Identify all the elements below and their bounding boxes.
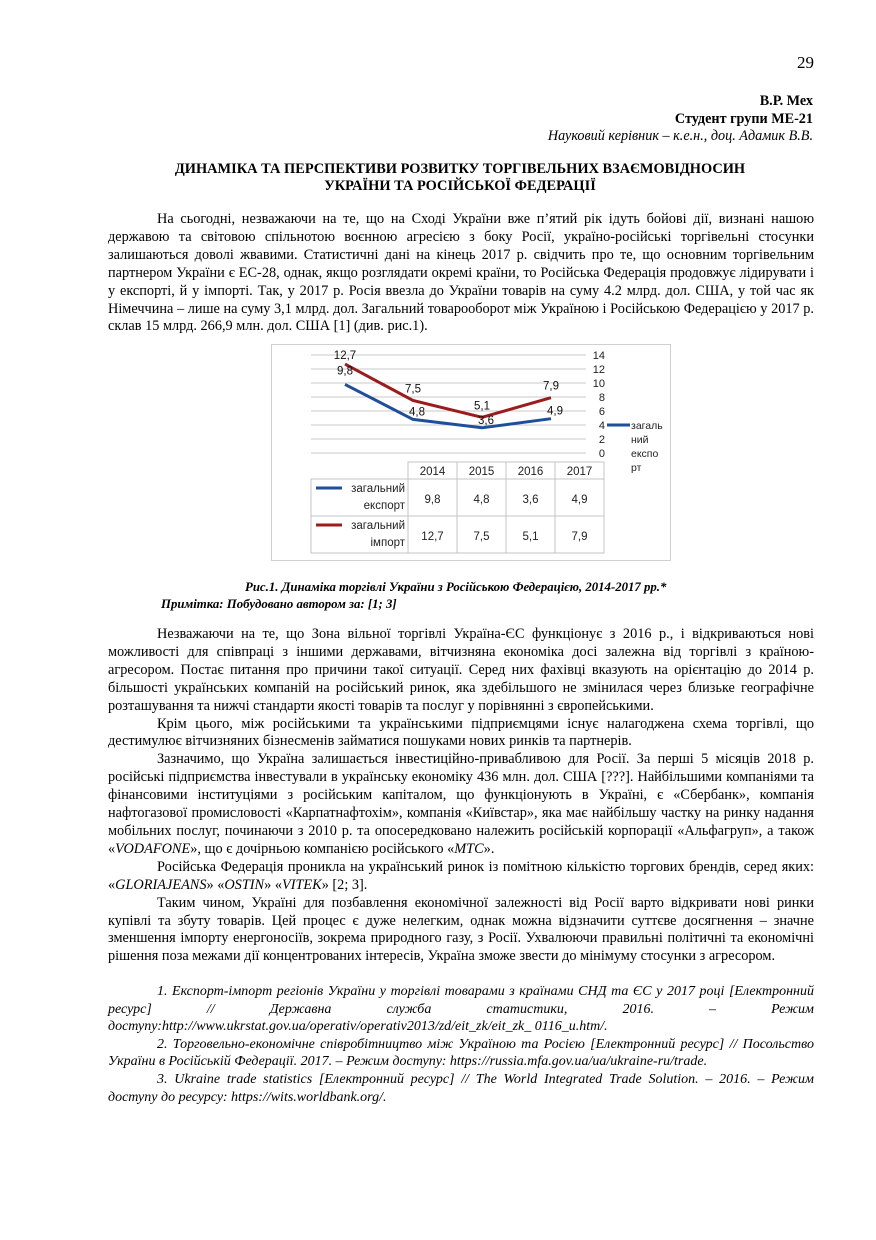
text-span: ». bbox=[483, 840, 495, 857]
y-tick-label: 12 bbox=[592, 364, 605, 376]
figure-note: Примітка: Побудовано автором за: [1; 3] bbox=[161, 597, 397, 611]
text-span: » « bbox=[206, 876, 225, 893]
paragraph-3 bbox=[108, 751, 814, 858]
brand-mts: МТС bbox=[454, 840, 484, 857]
table-cell: 3,6 bbox=[522, 494, 539, 506]
page-number: 29 bbox=[797, 53, 814, 72]
reference-text: 2. Торговельно-економічне співробітництво між Україною та Росією [Електронний ресурс] // Посольство України в Російській Федерації. 2017. – Режим доступу: https://russia.mfa.gov.ua/ua/ukraine-ru/trade. bbox=[108, 1036, 814, 1070]
intro-paragraph: На сьогодні, незважаючи на те, що на Сході України вже п’ятий рік ідуть бойові дії, визнані нашою державою та світовою спільнотою воєнною агресією з боку Росії, україно-російські торгівельні стосунки залишаються доволі жвавими. Статистичні дані на кінець 2017 р. свідчить про те, що основним торгівельним партнером України є ЕС-28, однак, якщо розглядати окремі країни, то Російська Федерація продовжує лідирувати і у експорті, й у імпорті. Так, у 2017 р. Росія ввезла до України товарів на суму 4.2 млрд. дол. США, у той час як Німеччина – лише на суму 3,1 млрд. дол. Загальний товарооборот між Україною і Російською Федерацією у 2017 р. склав 15 млрд. 266,9 млн. дол. США [1] (див. рис.1). bbox=[108, 211, 814, 335]
reference-text: 1. Експорт-імпорт регіонів України у торгівлі товарами з країнами СНД та ЄС у 2017 році [Електронний ресурс] // Державна служба статистики, 2016. – Режим доступу: bbox=[108, 984, 814, 1035]
text-span: Зазначимо, що Україна залишається інвестиційно-привабливою для Росії. За перші 5 місяців 2018 р. російські підприємства інвестували в українську економіку 436 млн. дол. США [???]. Найбільшими компаніями та фінансовими інституціями з російським капіталом, що функціонують в Україні, є «Сбербанк», компанія нафтогазової промисловості «Карпатнафтохім», компанія «Київстар», яка має найбільшу частку на ринку надання мобільних послуг, починаючи з 2010 р. та опосередковано належить російській корпорації «Альфагруп», а також « bbox=[108, 751, 814, 857]
export-data-label: 4,8 bbox=[409, 406, 425, 419]
legend-label: експо bbox=[631, 448, 659, 460]
text-span: » « bbox=[264, 876, 282, 893]
table-header-cell: 2015 bbox=[468, 466, 495, 478]
text-span: Російська Федерація проникла на український ринок із помітною кількістю торгових брендів, серед яких: « bbox=[108, 858, 814, 893]
import-line bbox=[345, 364, 551, 417]
text-span: », що є дочірньою компанією російського « bbox=[190, 840, 455, 857]
references-list bbox=[108, 983, 814, 1106]
export-data-label: 4,9 bbox=[547, 405, 563, 418]
y-tick-label: 10 bbox=[592, 378, 605, 390]
author-name: В.Р. Мех bbox=[759, 93, 813, 109]
intro-section bbox=[108, 211, 814, 336]
paragraph-5: Таким чином, Україні для позбавлення економічної залежності від Росії варто відкривати нові ринки купівлі та збуту товарів. Цей процес є дуже нелегким, однак можна відзначити суттєве досягнення – значне зменшення імпорту енергоносіїв, зокрема природного газу, з Росії. Ухвалюючи правильні політичні та економічні рішення поза межами дії концентрованих інтересів, Україна зможе звести до мінімуму стосунки з агресором. bbox=[108, 894, 814, 965]
paragraph-4 bbox=[108, 859, 814, 895]
table-header-cell: 2014 bbox=[419, 466, 446, 478]
y-tick-label: 8 bbox=[598, 392, 605, 404]
import-data-label: 7,5 bbox=[405, 383, 421, 396]
table-row-label: імпорт bbox=[370, 537, 405, 549]
y-tick-label: 0 bbox=[598, 448, 605, 460]
table-cell: 7,5 bbox=[473, 531, 490, 543]
table-cell: 12,7 bbox=[421, 531, 444, 543]
table-row-label: загальний bbox=[351, 520, 405, 532]
reference-3 bbox=[108, 1071, 814, 1106]
import-data-label: 5,1 bbox=[474, 400, 490, 413]
table-cell: 4,8 bbox=[473, 494, 490, 506]
figure-caption: Рис.1. Динаміка торгівлі України з Російською Федерацією, 2014-2017 рр.* bbox=[245, 580, 667, 594]
y-tick-label: 4 bbox=[598, 420, 605, 432]
legend-label: загаль bbox=[631, 420, 663, 432]
y-tick-label: 2 bbox=[598, 434, 605, 446]
author-block bbox=[548, 93, 813, 146]
table-cell: 5,1 bbox=[522, 531, 539, 543]
table-row-label: загальний bbox=[351, 483, 405, 495]
y-tick-label: 14 bbox=[592, 350, 605, 362]
table-cell: 7,9 bbox=[571, 531, 588, 543]
title-line-2: УКРАЇНИ ТА РОСІЙСЬКОЇ ФЕДЕРАЦІЇ bbox=[324, 178, 596, 194]
supervisor: Науковий керівник – к.е.н., доц. Адамик В.В. bbox=[547, 128, 813, 144]
reference-1 bbox=[108, 983, 814, 1036]
table-header-cell: 2016 bbox=[517, 466, 544, 478]
paragraph-1: Незважаючи на те, що Зона вільної торгівлі Україна-ЄС функціонує з 2016 р., і відкриваються нові можливості для співпраці з іншими державами, вітчизняна економіка досі залежна від торгівлі з країною-агресором. Постає питання про причини такої ситуації. Серед них фахівці вказують на орієнтацію до 2014 р. більшості українських компаній на російський ринок, яка здебільшого не змінилася через близьке географічне розташування та нижчі стандарти якості товарів та послуг у порівнянні з європейськими. bbox=[108, 626, 814, 714]
brand-vitek: VITEK bbox=[281, 876, 322, 893]
table-header-cell: 2017 bbox=[566, 466, 593, 478]
line-chart bbox=[272, 345, 672, 562]
main-section bbox=[108, 626, 814, 966]
table-cell: 9,8 bbox=[424, 494, 441, 506]
brand-vodafone: VODAFONE bbox=[115, 840, 191, 857]
reference-2 bbox=[108, 1036, 814, 1071]
figure-chart bbox=[271, 344, 671, 561]
export-data-label: 3,6 bbox=[478, 414, 494, 427]
y-tick-label: 6 bbox=[598, 406, 605, 418]
paragraph-2: Крім цього, між російськими та українськими підприємцями існує налагоджена схема торгівлі, що дестимулює вітчизняних бізнесменів займатися пошуками нових ринків та партнерів. bbox=[108, 715, 814, 750]
legend-label: ний bbox=[631, 434, 649, 446]
import-data-label: 7,9 bbox=[543, 380, 559, 393]
author-group: Студент групи МЕ-21 bbox=[674, 110, 813, 127]
table-cell: 4,9 bbox=[571, 494, 588, 506]
text-span: » [2; 3]. bbox=[321, 876, 368, 893]
table-row-label: експорт bbox=[363, 500, 405, 512]
brand-ostin: OSTIN bbox=[224, 876, 265, 893]
legend-label: рт bbox=[631, 462, 642, 474]
import-data-label: 12,7 bbox=[333, 350, 357, 363]
title-line-1: ДИНАМІКА ТА ПЕРСПЕКТИВИ РОЗВИТКУ ТОРГІВЕЛЬНИХ ВЗАЄМОВІДНОСИН bbox=[174, 161, 746, 177]
brand-gloriajeans: GLORIAJEANS bbox=[115, 876, 207, 893]
reference-link[interactable]: http://www.ukrstat.gov.ua/operativ/operativ2013/zd/eit_zk/eit_zk_ 0116_u.htm/. bbox=[161, 1019, 608, 1035]
export-data-label: 9,8 bbox=[337, 365, 353, 378]
reference-text: 3. Ukraine trade statistics [Електронний ресурс] // The World Integrated Trade Solution. – 2016. – Режим доступу до ресурсу: https://wits.worldbank.org/. bbox=[108, 1071, 814, 1105]
paper-title bbox=[108, 161, 812, 195]
